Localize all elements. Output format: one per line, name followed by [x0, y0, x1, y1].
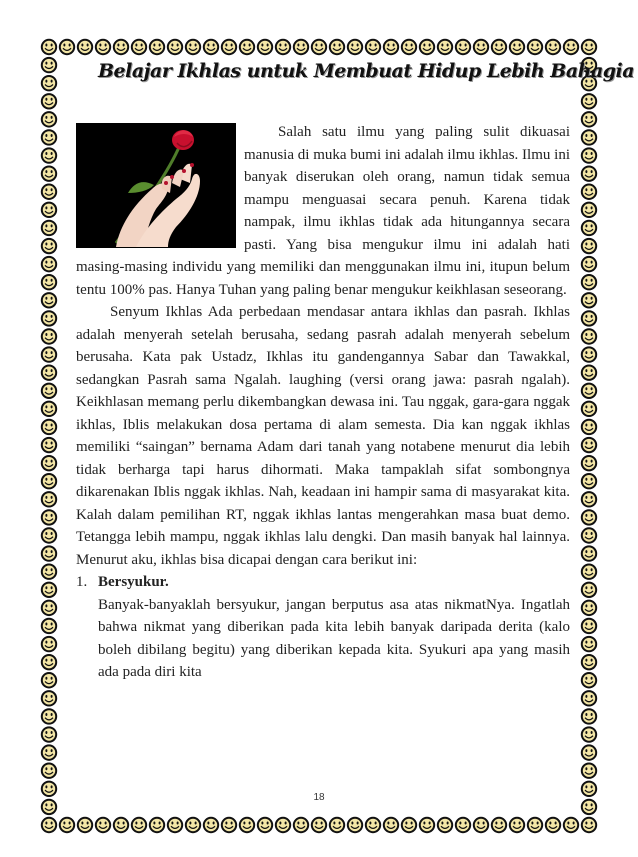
- smiley-icon: [258, 818, 272, 832]
- smiley-icon: [42, 727, 56, 741]
- smiley-icon: [168, 40, 182, 54]
- smiley-icon: [222, 40, 236, 54]
- smiley-icon: [582, 456, 596, 470]
- smiley-icon: [456, 40, 470, 54]
- smiley-icon: [582, 691, 596, 705]
- smiley-icon: [420, 40, 434, 54]
- smiley-icon: [294, 818, 308, 832]
- smiley-icon: [42, 637, 56, 651]
- smiley-icon: [564, 818, 578, 832]
- smiley-icon: [42, 420, 56, 434]
- smiley-icon: [222, 818, 236, 832]
- smiley-icon: [492, 818, 506, 832]
- smiley-icon: [582, 402, 596, 416]
- smiley-icon: [582, 619, 596, 633]
- smiley-icon: [42, 275, 56, 289]
- smiley-icon: [42, 655, 56, 669]
- smiley-icon: [42, 239, 56, 253]
- smiley-icon: [582, 655, 596, 669]
- smiley-icon: [582, 257, 596, 271]
- smiley-icon: [582, 275, 596, 289]
- smiley-icon: [42, 166, 56, 180]
- smiley-icon: [582, 745, 596, 759]
- smiley-icon: [276, 40, 290, 54]
- smiley-icon: [312, 818, 326, 832]
- smiley-icon: [330, 40, 344, 54]
- list-item-heading: Bersyukur.: [98, 574, 169, 590]
- smiley-icon: [330, 818, 344, 832]
- smiley-icon: [150, 818, 164, 832]
- smiley-icon: [582, 601, 596, 615]
- smiley-icon: [42, 130, 56, 144]
- smiley-icon: [438, 818, 452, 832]
- smiley-icon: [582, 438, 596, 452]
- smiley-icon: [114, 818, 128, 832]
- smiley-icon: [582, 384, 596, 398]
- smiley-icon: [42, 673, 56, 687]
- smiley-icon: [582, 185, 596, 199]
- smiley-icon: [60, 40, 74, 54]
- smiley-icon: [384, 818, 398, 832]
- smiley-icon: [42, 311, 56, 325]
- smiley-icon: [582, 293, 596, 307]
- smiley-icon: [582, 727, 596, 741]
- smiley-icon: [582, 203, 596, 217]
- smiley-icon: [42, 474, 56, 488]
- smiley-icon: [492, 40, 506, 54]
- paragraph-intro: Salah satu ilmu yang paling sulit dikuasai manusia di muka bumi ini adalah ilmu ikhlas. Ilmu ini banyak diserukan oleh orang, namun tidak semua mampu menguasai secara penuh. Karena tidak nampak, ilmu ikhlas tidak ada hitungannya secara pasti. Yang bisa mengukur ilmu ini adalah hati masing-masing individu yang memiliki dan menggunakan ilmu ini, itupun belum tentu 100% pas. Hanya Tuhan yang paling benar mengukur keikhlasan seseorang.: [76, 124, 570, 298]
- smiley-icon: [582, 329, 596, 343]
- smiley-icon: [96, 40, 110, 54]
- rose-hands-photo: [76, 123, 236, 248]
- smiley-icon: [510, 40, 524, 54]
- smiley-icon: [42, 510, 56, 524]
- smiley-icon: [294, 40, 308, 54]
- smiley-icon: [42, 203, 56, 217]
- smiley-icon: [582, 221, 596, 235]
- smiley-icon: [204, 40, 218, 54]
- smiley-icon: [42, 347, 56, 361]
- smiley-icon: [42, 546, 56, 560]
- smiley-icon: [582, 510, 596, 524]
- smiley-icon: [42, 528, 56, 542]
- smiley-icon: [42, 221, 56, 235]
- smiley-icon: [402, 818, 416, 832]
- smiley-icon: [402, 40, 416, 54]
- smiley-icon: [582, 365, 596, 379]
- smiley-icon: [348, 40, 362, 54]
- smiley-icon: [240, 40, 254, 54]
- smiley-icon: [132, 818, 146, 832]
- smiley-icon: [582, 583, 596, 597]
- smiley-icon: [42, 402, 56, 416]
- smiley-icon: [42, 691, 56, 705]
- smiley-icon: [546, 40, 560, 54]
- smiley-icon: [42, 492, 56, 506]
- smiley-icon: [240, 818, 254, 832]
- smiley-icon: [96, 818, 110, 832]
- smiley-icon: [42, 384, 56, 398]
- list-item: [76, 571, 570, 684]
- smiley-icon: [510, 818, 524, 832]
- page-title: Belajar Ikhlas untuk Membuat Hidup Lebih Bahagia: [98, 60, 635, 82]
- smiley-icon: [42, 564, 56, 578]
- smiley-icon: [582, 764, 596, 778]
- smiley-icon: [78, 40, 92, 54]
- smiley-icon: [582, 420, 596, 434]
- smiley-icon: [42, 40, 56, 54]
- smiley-icon: [582, 564, 596, 578]
- smiley-icon: [42, 365, 56, 379]
- smiley-icon: [42, 293, 56, 307]
- smiley-icon: [42, 601, 56, 615]
- smiley-icon: [582, 311, 596, 325]
- smiley-icon: [546, 818, 560, 832]
- smiley-icon: [582, 112, 596, 126]
- smiley-icon: [42, 709, 56, 723]
- smiley-icon: [582, 528, 596, 542]
- smiley-icon: [474, 40, 488, 54]
- article-body: [76, 121, 570, 684]
- smiley-icon: [60, 818, 74, 832]
- smiley-icon: [42, 185, 56, 199]
- smiley-icon: [42, 745, 56, 759]
- smiley-icon: [114, 40, 128, 54]
- list-item-body: [98, 571, 570, 684]
- smiley-icon: [150, 40, 164, 54]
- smiley-icon: [186, 40, 200, 54]
- smiley-icon: [42, 329, 56, 343]
- smiley-icon: [186, 818, 200, 832]
- smiley-icon: [528, 40, 542, 54]
- smiley-icon: [348, 818, 362, 832]
- page-number: 18: [313, 792, 325, 803]
- smiley-icon: [42, 456, 56, 470]
- smiley-icon: [366, 40, 380, 54]
- smiley-icon: [42, 818, 56, 832]
- smiley-icon: [42, 583, 56, 597]
- smiley-icon: [582, 239, 596, 253]
- smiley-icon: [132, 40, 146, 54]
- smiley-icon: [258, 40, 272, 54]
- smiley-icon: [582, 94, 596, 108]
- list-item-number: 1.: [76, 574, 88, 590]
- smiley-icon: [582, 637, 596, 651]
- smiley-icon: [312, 40, 326, 54]
- smiley-icon: [384, 40, 398, 54]
- smiley-icon: [582, 166, 596, 180]
- smiley-icon: [528, 818, 542, 832]
- smiley-icon: [42, 76, 56, 90]
- smiley-icon: [42, 257, 56, 271]
- smiley-icon: [582, 347, 596, 361]
- smiley-icon: [438, 40, 452, 54]
- smiley-icon: [582, 546, 596, 560]
- smiley-icon: [582, 148, 596, 162]
- smiley-icon: [42, 764, 56, 778]
- smiley-icon: [204, 818, 218, 832]
- smiley-icon: [420, 818, 434, 832]
- smiley-icon: [582, 673, 596, 687]
- smiley-icon: [276, 818, 290, 832]
- smiley-icon: [582, 818, 596, 832]
- smiley-icon: [582, 130, 596, 144]
- smiley-icon: [366, 818, 380, 832]
- smiley-icon: [42, 619, 56, 633]
- smiley-icon: [42, 58, 56, 72]
- smiley-icon: [42, 94, 56, 108]
- smiley-icon: [42, 112, 56, 126]
- smiley-icon: [42, 148, 56, 162]
- smiley-icon: [168, 818, 182, 832]
- smiley-icon: [78, 818, 92, 832]
- smiley-icon: [456, 818, 470, 832]
- tips-list: [76, 571, 570, 684]
- list-item-text: Banyak-banyaklah bersyukur, jangan berputus asa atas nikmatNya. Ingatlah bahwa nikmat yang diberikan pada kita lebih banyak daripada derita (kalo boleh dibilang begitu) yang diberikan kepada kita. Syukuri apa yang masih ada pada diri kita: [98, 596, 570, 680]
- smiley-icon: [582, 492, 596, 506]
- smiley-icon: [582, 40, 596, 54]
- paragraph-senyum-ikhlas: Senyum Ikhlas Ada perbedaan mendasar antara ikhlas dan pasrah. Ikhlas adalah menyerah setelah berusaha, sedang pasrah adalah menyerah sebelum berusaha. Kata pak Ustadz, Ikhlas itu gandengannya Sabar dan Tawakkal, sedangkan Pasrah sama Ngalah. laughing (versi orang jawa: pasrah ngalah). Keikhlasan memang perlu dikembangkan dewasa ini. Tau nggak, gara-gara nggak ikhlas, Iblis melakukan dosa pertama di alam semesta. Dia kan nggak ikhlas memiliki “saingan” bernama Adam dari tanah yang notabene menurut dia lebih tidak berharga tapi harus dihormati. Maka tampaklah sifat sombongnya dikarenakan Iblis nggak ikhlas. Nah, keadaan ini hampir sama di masyarakat kita. Kalah dalam pemilihan RT, nggak ikhlas lantas mengerahkan masa buat demo. Tetangga lebih mampu, nggak ikhlas lalu dengki. Dan masih banyak hal lainnya. Menurut aku, ikhlas bisa dicapai dengan cara berikut ini:: [76, 304, 570, 568]
- smiley-icon: [42, 438, 56, 452]
- smiley-icon: [564, 40, 578, 54]
- smiley-icon: [582, 474, 596, 488]
- smiley-icon: [582, 709, 596, 723]
- smiley-icon: [474, 818, 488, 832]
